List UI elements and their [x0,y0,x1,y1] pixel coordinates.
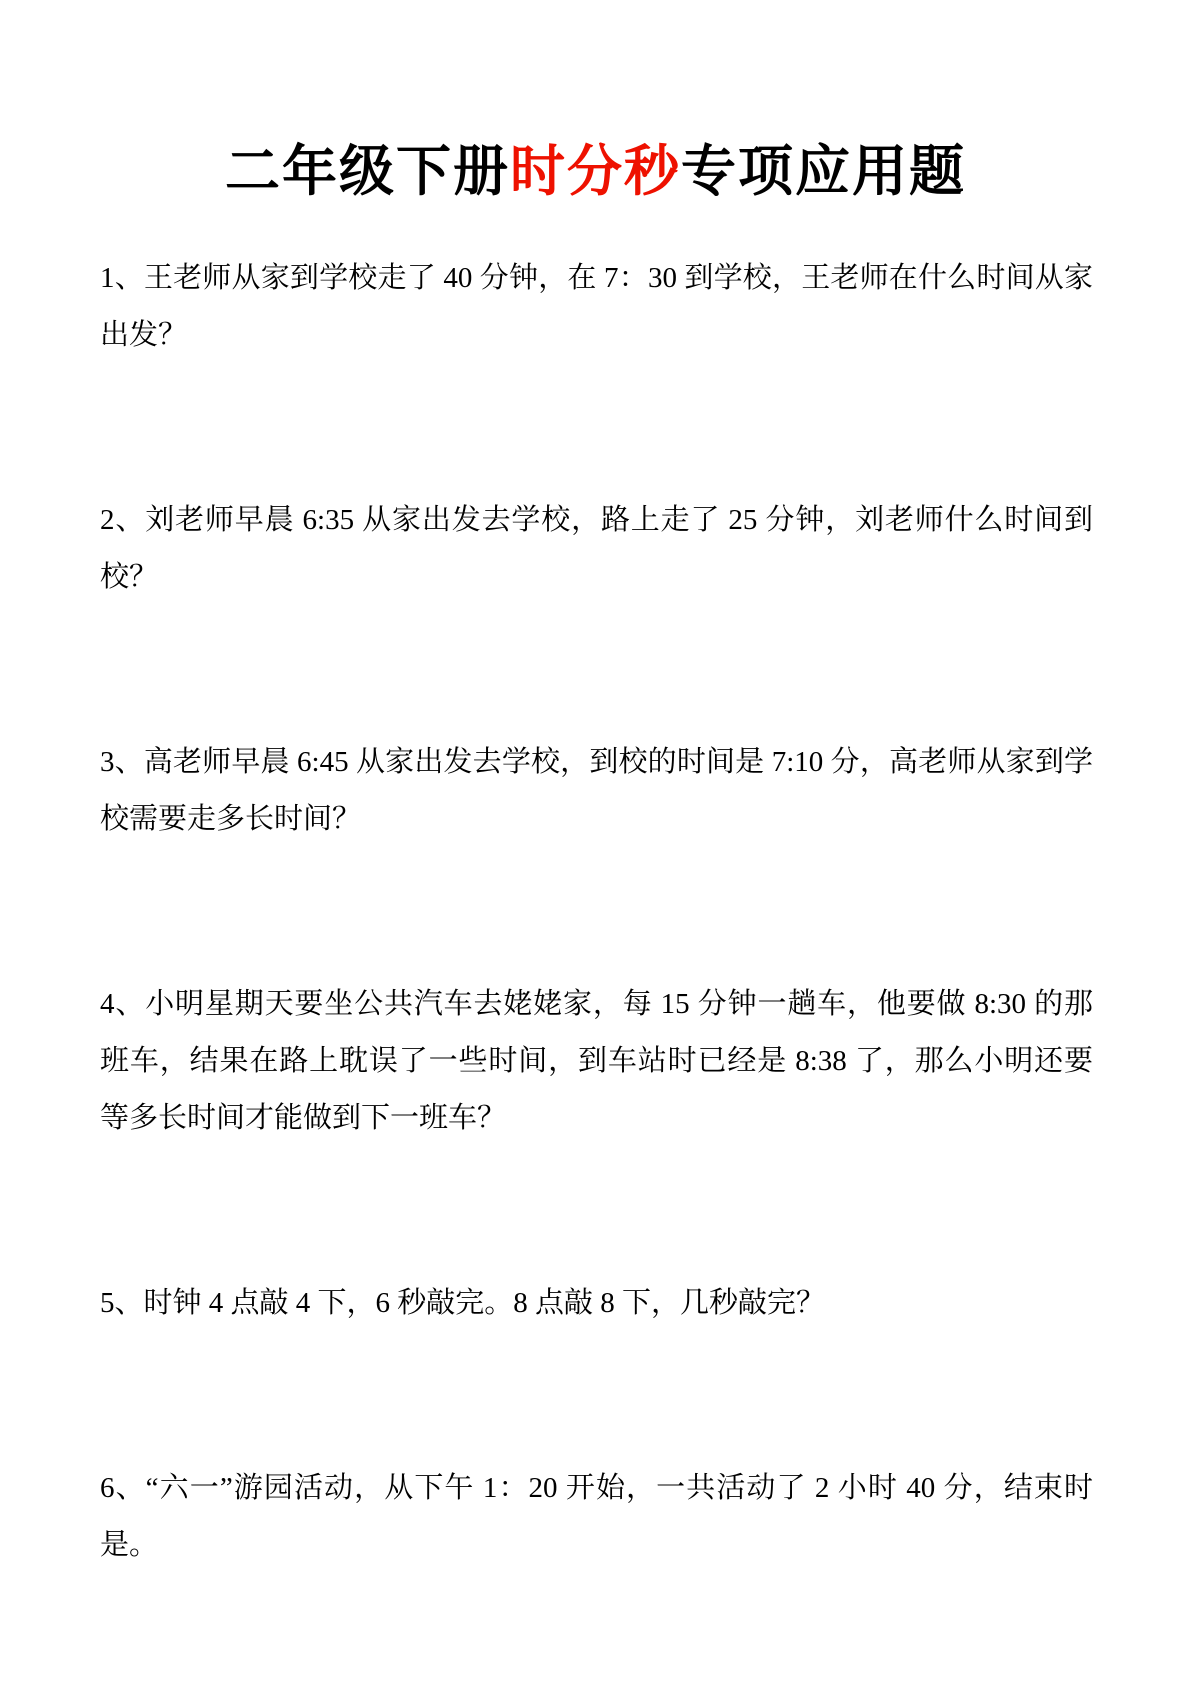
title-part-2: 专项应用题 [681,139,967,203]
problem-4: 4、小明星期天要坐公共汽车去姥姥家，每 15 分钟一趟车，他要做 8:30 的那班车，结果在路上耽误了一些时间，到车站时已经是 8:38 了，那么小明还要等多长时间才能做到下一班车？ [100,988,1093,1134]
problem-list [0,250,1191,1574]
problem-5: 5、时钟 4 点敲 4 下，6 秒敲完。8 点敲 8 下，几秒敲完？ [100,1287,826,1319]
problem-6: 6、“六一”游园活动，从下午 1：20 开始，一共活动了 2 小时 40 分，结束时是。 [100,1472,1093,1561]
worksheet-title [0,0,1191,204]
problem-1: 1、王老师从家到学校走了 40 分钟，在 7：30 到学校，王老师在什么时间从家出发？ [100,262,1093,351]
title-highlight: 时分秒 [509,139,681,203]
problem-2: 2、刘老师早晨 6:35 从家出发去学校，路上走了 25 分钟，刘老师什么时间到校？ [100,504,1093,593]
title-part-1: 二年级下册 [224,139,510,203]
problem-3: 3、高老师早晨 6:45 从家出发去学校，到校的时间是 7:10 分，高老师从家到学校需要走多长时间？ [100,746,1093,835]
